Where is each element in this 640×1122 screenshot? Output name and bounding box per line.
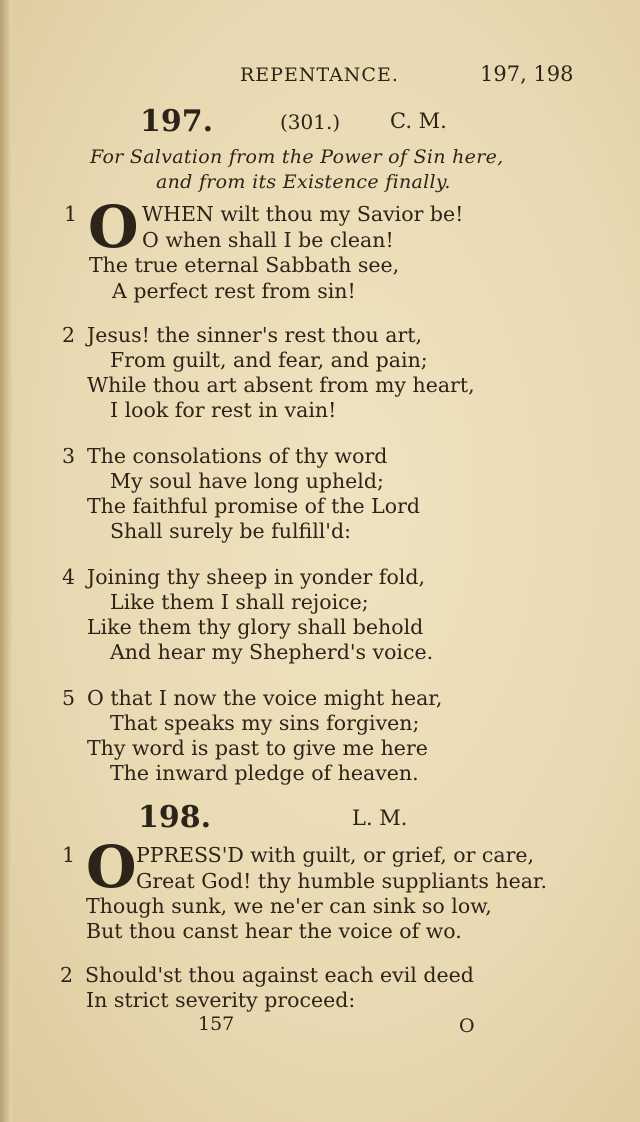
verse-line: That speaks my sins forgiven; [110,711,420,735]
verse-line: WHEN wilt thou my Savior be! [142,202,464,226]
verse-line: And hear my Shepherd's voice. [110,640,434,664]
verse-number: 2 [62,323,76,347]
verse-line: While thou art absent from my heart, [87,373,475,397]
page-spine-shadow [0,0,14,1122]
hymn-197-meter: C. M. [390,109,447,133]
running-head: REPENTANCE. [240,64,399,86]
hymn-range: 197, 198 [480,62,574,86]
verse-line: I look for rest in vain! [110,398,337,422]
hymn-198-meter: L. M. [352,806,408,830]
verse-number: 5 [62,686,76,710]
verse-line: O when shall I be clean! [142,228,394,252]
verse-line: But thou canst hear the voice of wo. [86,919,462,943]
verse-line: The true eternal Sabbath see, [89,253,400,277]
drop-cap: O [86,833,137,901]
verse-line: The inward pledge of heaven. [110,761,419,785]
hymn-197-number: 197. [140,104,214,139]
verse-line: Joining thy sheep in yonder fold, [87,565,425,589]
verse-line: The faithful promise of the Lord [87,494,421,518]
verse-number: 2 [60,963,74,987]
verse-line: Jesus! the sinner's rest thou art, [87,323,423,347]
verse-line: My soul have long upheld; [110,469,384,493]
verse-line: A perfect rest from sin! [112,279,356,303]
hymn-197-subtitle-line-2: and from its Existence finally. [156,171,451,193]
verse-line: Though sunk, we ne'er can sink so low, [86,894,492,918]
page-number: 157 [198,1013,235,1035]
signature-mark: O [459,1015,475,1037]
verse-line: Should'st thou against each evil deed [85,963,474,987]
verse-line: Like them thy glory shall behold [87,615,424,639]
hymn-197-subtitle-line-1: For Salvation from the Power of Sin here, [90,146,504,168]
verse-number: 4 [62,565,76,589]
verse-line: The consolations of thy word [87,444,388,468]
verse-number: 3 [62,444,76,468]
verse-line: Great God! thy humble suppliants hear. [136,869,547,893]
drop-cap: O [88,193,139,261]
verse-line: In strict severity proceed: [86,988,356,1012]
verse-line: Like them I shall rejoice; [110,590,369,614]
verse-number: 1 [62,843,76,867]
hymn-198-number: 198. [138,800,212,835]
verse-line: PPRESS'D with guilt, or grief, or care, [136,843,535,867]
verse-line: O that I now the voice might hear, [87,686,443,710]
verse-number: 1 [64,202,78,226]
verse-line: Thy word is past to give me here [87,736,428,760]
hymn-197-tune-number: (301.) [280,110,341,134]
verse-line: Shall surely be fulfill'd: [110,519,351,543]
verse-line: From guilt, and fear, and pain; [110,348,428,372]
